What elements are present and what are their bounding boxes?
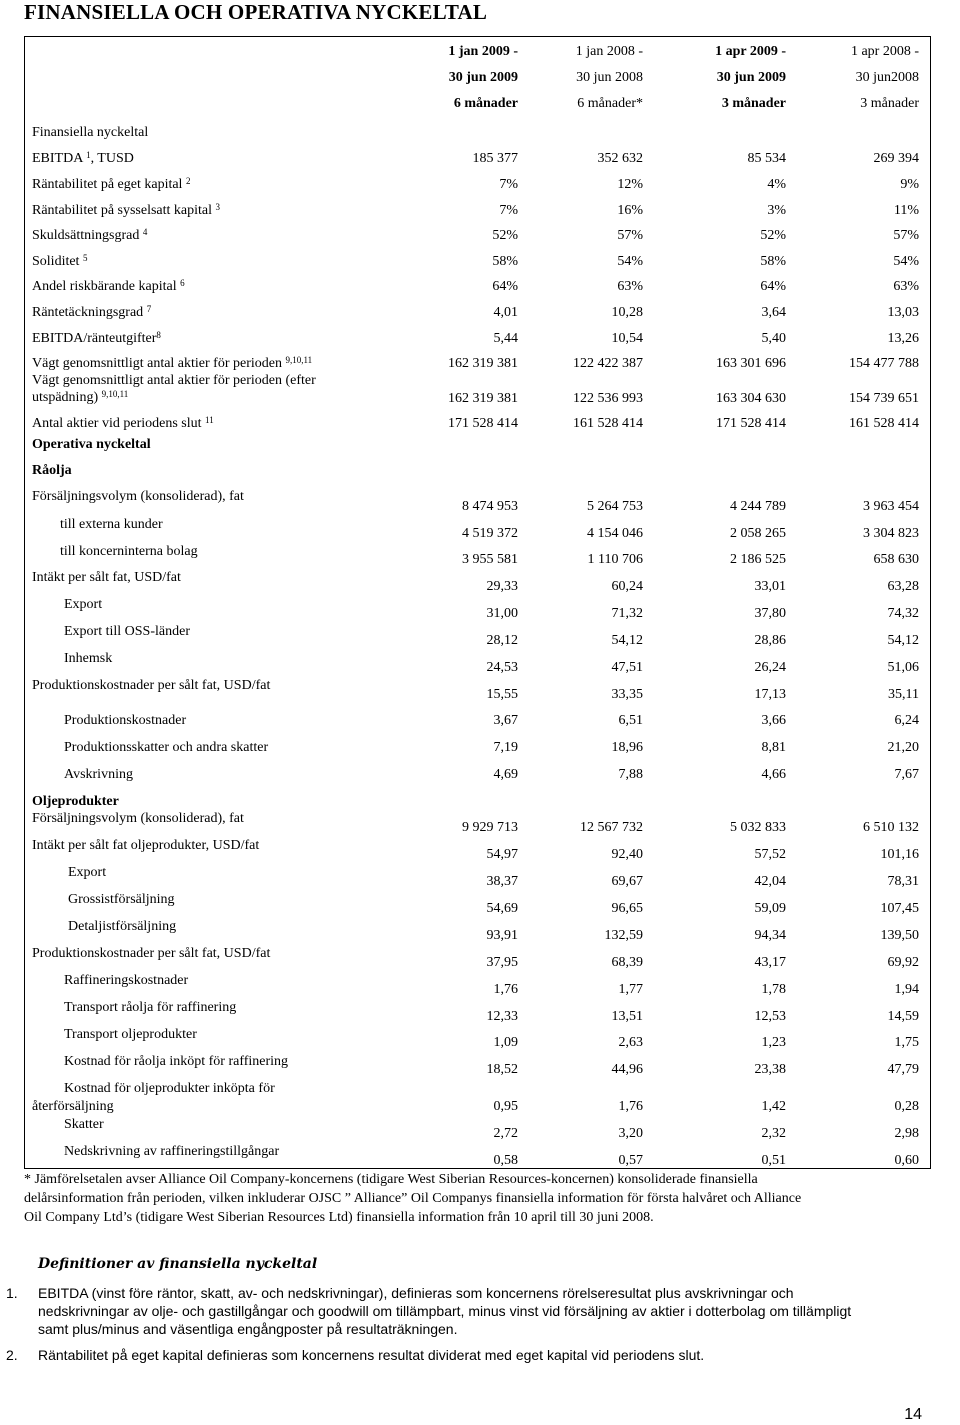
value-cell: 54% bbox=[893, 254, 919, 269]
footnote-ref: 11 bbox=[205, 415, 214, 425]
value-cell: 17,13 bbox=[754, 687, 786, 702]
row-label bbox=[64, 713, 186, 729]
value-cell: 3 963 454 bbox=[863, 499, 919, 514]
column-header: 30 jun 2009 bbox=[448, 70, 518, 85]
value-cell: 6,51 bbox=[618, 713, 643, 728]
row-label-text: EBITDA/ränteutgifter bbox=[32, 331, 157, 346]
row-label bbox=[32, 279, 185, 295]
row-label-text: Grossistförsäljning bbox=[68, 892, 175, 907]
value-cell: 1,94 bbox=[894, 982, 919, 997]
value-cell: 2,72 bbox=[493, 1126, 518, 1141]
value-cell: 4,69 bbox=[493, 767, 518, 782]
row-label-text: Oljeprodukter bbox=[32, 794, 119, 809]
definition-text bbox=[38, 1346, 958, 1364]
footnote-line: delårsinformation från perioden, vilken inkluderar OJSC ” Alliance” Oil Companys finansiella information för första halvåret och Alliance bbox=[24, 1191, 802, 1206]
row-label-text: utspädning) bbox=[32, 390, 102, 405]
value-cell: 54% bbox=[617, 254, 643, 269]
row-label bbox=[64, 767, 133, 783]
value-cell: 13,03 bbox=[887, 305, 919, 320]
column-header: 30 jun 2008 bbox=[576, 70, 643, 85]
row-label-text: Kostnad för råolja inköpt för raffinering bbox=[64, 1054, 289, 1069]
value-cell: 3% bbox=[767, 203, 786, 218]
value-cell: 269 394 bbox=[873, 151, 919, 166]
value-cell: 37,95 bbox=[486, 955, 518, 970]
value-cell: 74,32 bbox=[887, 606, 919, 621]
value-cell: 0,58 bbox=[493, 1153, 518, 1168]
value-cell: 28,86 bbox=[754, 633, 786, 648]
value-cell: 0,28 bbox=[894, 1099, 919, 1114]
row-label-text: Transport oljeprodukter bbox=[64, 1027, 197, 1042]
value-cell: 9 929 713 bbox=[462, 820, 518, 835]
value-cell: 3 955 581 bbox=[462, 552, 518, 567]
row-label bbox=[32, 838, 259, 854]
value-cell: 2,63 bbox=[618, 1035, 643, 1050]
value-cell: 5,44 bbox=[493, 331, 518, 346]
row-label-text: till koncerninterna bolag bbox=[60, 544, 198, 559]
value-cell: 171 528 414 bbox=[716, 416, 786, 431]
row-label bbox=[68, 919, 176, 935]
row-label bbox=[32, 437, 151, 453]
value-cell: 7,19 bbox=[493, 740, 518, 755]
value-cell: 1,76 bbox=[493, 982, 518, 997]
row-label-text: Skuldsättningsgrad bbox=[32, 228, 143, 243]
column-header: 3 månader bbox=[721, 96, 786, 111]
page-number: 14 bbox=[904, 1406, 922, 1423]
value-cell: 1,23 bbox=[761, 1035, 786, 1050]
value-cell: 3,64 bbox=[761, 305, 786, 320]
value-cell: 58% bbox=[492, 254, 518, 269]
definition-line: nedskrivningar av olje- och gastillgångar och goodwill om tillämpbart, minus vinst vid försäljning av aktier i dotterbolag om tillämpligt bbox=[38, 1303, 852, 1319]
value-cell: 7% bbox=[499, 177, 518, 192]
value-cell: 85 534 bbox=[747, 151, 786, 166]
row-label-text: Antal aktier vid periodens slut bbox=[32, 416, 206, 431]
row-label-text: Raffineringskostnader bbox=[64, 973, 189, 988]
value-cell: 5,40 bbox=[761, 331, 786, 346]
value-cell: 10,28 bbox=[611, 305, 643, 320]
value-cell: 171 528 414 bbox=[448, 416, 518, 431]
value-cell: 38,37 bbox=[486, 874, 518, 889]
value-cell: 35,11 bbox=[888, 687, 919, 702]
value-cell: 3 304 823 bbox=[863, 526, 919, 541]
value-cell: 16% bbox=[617, 203, 643, 218]
value-cell: 54,97 bbox=[486, 847, 518, 862]
value-cell: 0,95 bbox=[493, 1099, 518, 1114]
value-cell: 33,35 bbox=[611, 687, 643, 702]
value-cell: 18,96 bbox=[611, 740, 643, 755]
row-label bbox=[64, 1144, 279, 1160]
value-cell: 1,76 bbox=[618, 1099, 643, 1114]
value-cell: 12% bbox=[617, 177, 643, 192]
value-cell: 47,51 bbox=[611, 660, 643, 675]
row-label bbox=[60, 517, 163, 533]
value-cell: 33,01 bbox=[754, 579, 786, 594]
column-header: 6 månader bbox=[453, 96, 518, 111]
row-label bbox=[64, 1081, 275, 1097]
value-cell: 9% bbox=[900, 177, 919, 192]
value-cell: 4% bbox=[767, 177, 786, 192]
footnote-ref: 5 bbox=[82, 253, 88, 263]
value-cell: 26,24 bbox=[754, 660, 786, 675]
row-label-text: Export bbox=[64, 597, 103, 612]
row-label-text: Export bbox=[68, 865, 107, 880]
value-cell: 92,40 bbox=[611, 847, 643, 862]
value-cell: 63% bbox=[893, 279, 919, 294]
row-label-text: Intäkt per sålt fat oljeprodukter, USD/fat bbox=[32, 838, 260, 853]
value-cell: 3,20 bbox=[618, 1126, 643, 1141]
row-label bbox=[60, 544, 198, 560]
row-label-text: återförsäljning bbox=[32, 1099, 114, 1114]
value-cell: 44,96 bbox=[611, 1062, 643, 1077]
value-cell: 2,98 bbox=[894, 1126, 919, 1141]
value-cell: 161 528 414 bbox=[573, 416, 643, 431]
column-header: 30 jun 2009 bbox=[716, 70, 786, 85]
row-label bbox=[32, 489, 244, 505]
value-cell: 94,34 bbox=[754, 928, 786, 943]
row-label bbox=[32, 203, 220, 219]
footnote-line: * Jämförelsetalen avser Alliance Oil Company-koncernens (tidigare West Siberian Resources-koncernen) konsoliderade finansiella bbox=[24, 1172, 758, 1187]
row-label bbox=[32, 1099, 114, 1115]
value-cell: 21,20 bbox=[887, 740, 919, 755]
row-label-text: Kostnad för oljeprodukter inköpta för bbox=[64, 1081, 275, 1096]
row-label bbox=[68, 865, 106, 881]
value-cell: 59,09 bbox=[754, 901, 786, 916]
footnote-ref: 2 bbox=[185, 176, 191, 186]
value-cell: 0,51 bbox=[761, 1153, 786, 1168]
row-label bbox=[32, 373, 316, 389]
row-label bbox=[32, 356, 312, 372]
definition-line: samt plus/minus and väsentliga engångposter på resultaträkningen. bbox=[38, 1321, 458, 1337]
value-cell: 10,54 bbox=[611, 331, 643, 346]
row-label-text: Export till OSS-länder bbox=[64, 624, 190, 639]
footnote-ref: 9,10,11 bbox=[101, 389, 129, 399]
value-cell: 101,16 bbox=[880, 847, 919, 862]
row-label bbox=[32, 463, 72, 479]
value-cell: 18,52 bbox=[486, 1062, 518, 1077]
row-label-text: Andel riskbärande kapital bbox=[32, 279, 181, 294]
value-cell: 352 632 bbox=[597, 151, 643, 166]
row-label-text: Produktionskostnader per sålt fat, USD/fat bbox=[32, 946, 271, 961]
value-cell: 54,69 bbox=[486, 901, 518, 916]
value-cell: 54,12 bbox=[887, 633, 919, 648]
value-cell: 42,04 bbox=[754, 874, 786, 889]
row-label bbox=[32, 794, 119, 810]
value-cell: 63,28 bbox=[887, 579, 919, 594]
row-label-text: Räntetäckningsgrad bbox=[32, 305, 147, 320]
row-label bbox=[32, 151, 134, 167]
footnote-line: Oil Company Ltd’s (tidigare West Siberian Resources Ltd) finansiella information från 10 april till 30 juni 2008. bbox=[24, 1210, 654, 1225]
value-cell: 52% bbox=[492, 228, 518, 243]
value-cell: 31,00 bbox=[486, 606, 518, 621]
value-cell: 28,12 bbox=[486, 633, 518, 648]
row-label-suffix: , TUSD bbox=[90, 151, 134, 166]
row-label-text: Produktionskostnader bbox=[64, 713, 187, 728]
definition-number: 1. bbox=[6, 1285, 18, 1301]
row-label-text: Finansiella nyckeltal bbox=[32, 125, 149, 140]
row-label-text: Produktionskostnader per sålt fat, USD/fat bbox=[32, 678, 271, 693]
row-label-text: Produktionsskatter och andra skatter bbox=[64, 740, 269, 755]
value-cell: 0,60 bbox=[894, 1153, 919, 1168]
value-cell: 47,79 bbox=[887, 1062, 919, 1077]
value-cell: 8 474 953 bbox=[462, 499, 518, 514]
value-cell: 3,67 bbox=[493, 713, 518, 728]
value-cell: 1 110 706 bbox=[587, 552, 643, 567]
row-label bbox=[32, 811, 244, 827]
value-cell: 14,59 bbox=[887, 1009, 919, 1024]
value-cell: 13,51 bbox=[611, 1009, 643, 1024]
column-header: 6 månader* bbox=[577, 96, 643, 111]
value-cell: 63% bbox=[617, 279, 643, 294]
row-label-text: Vägt genomsnittligt antal aktier för perioden bbox=[32, 356, 286, 371]
value-cell: 29,33 bbox=[486, 579, 518, 594]
column-header: 1 jan 2009 - bbox=[448, 44, 518, 59]
row-label bbox=[64, 740, 268, 756]
value-cell: 5 264 753 bbox=[587, 499, 643, 514]
row-label bbox=[64, 973, 188, 989]
row-label-text: Försäljningsvolym (konsoliderad), fat bbox=[32, 489, 244, 504]
value-cell: 122 422 387 bbox=[573, 356, 643, 371]
value-cell: 54,12 bbox=[611, 633, 643, 648]
row-label-text: Nedskrivning av raffineringstillgångar bbox=[64, 1144, 280, 1159]
page-title: FINANSIELLA OCH OPERATIVA NYCKELTAL bbox=[24, 0, 488, 24]
value-cell: 8,81 bbox=[761, 740, 786, 755]
row-label bbox=[32, 177, 190, 193]
definition-text bbox=[38, 1284, 958, 1338]
value-cell: 185 377 bbox=[472, 151, 518, 166]
value-cell: 658 630 bbox=[873, 552, 919, 567]
value-cell: 43,17 bbox=[754, 955, 786, 970]
footnote-ref: 1 bbox=[86, 150, 91, 160]
value-cell: 37,80 bbox=[754, 606, 786, 621]
definition-line: EBITDA (vinst före räntor, skatt, av- och nedskrivningar), definieras som koncernens rörelseresultat plus avskrivningar och bbox=[38, 1285, 794, 1301]
row-label bbox=[68, 892, 175, 908]
value-cell: 1,78 bbox=[761, 982, 786, 997]
row-label bbox=[32, 254, 87, 270]
value-cell: 64% bbox=[492, 279, 518, 294]
row-label-text: Intäkt per sålt fat, USD/fat bbox=[32, 570, 181, 585]
value-cell: 1,77 bbox=[618, 982, 643, 997]
value-cell: 0,57 bbox=[618, 1153, 643, 1168]
row-label bbox=[32, 331, 161, 347]
row-label-text: Försäljningsvolym (konsoliderad), fat bbox=[32, 811, 244, 826]
value-cell: 4 519 372 bbox=[462, 526, 518, 541]
footnote-ref: 4 bbox=[142, 227, 148, 237]
value-cell: 60,24 bbox=[611, 579, 643, 594]
value-cell: 58% bbox=[760, 254, 786, 269]
column-header: 1 apr 2008 - bbox=[850, 44, 919, 59]
value-cell: 5 032 833 bbox=[730, 820, 786, 835]
row-label bbox=[32, 125, 148, 141]
value-cell: 7,67 bbox=[894, 767, 919, 782]
row-label bbox=[32, 570, 181, 586]
column-header: 1 apr 2009 - bbox=[715, 44, 786, 59]
value-cell: 51,06 bbox=[887, 660, 919, 675]
column-header: 1 jan 2008 - bbox=[575, 44, 643, 59]
footnote bbox=[24, 1170, 939, 1227]
value-cell: 2 186 525 bbox=[730, 552, 786, 567]
row-label-text: Vägt genomsnittligt antal aktier för perioden (efter bbox=[32, 373, 316, 388]
value-cell: 69,92 bbox=[887, 955, 919, 970]
value-cell: 24,53 bbox=[486, 660, 518, 675]
definition-line: Räntabilitet på eget kapital definieras som koncernens resultat dividerat med eget kapital vid periodens slut. bbox=[38, 1347, 705, 1363]
value-cell: 154 739 651 bbox=[849, 391, 919, 406]
row-label-text: EBITDA bbox=[32, 151, 87, 166]
value-cell: 71,32 bbox=[611, 606, 643, 621]
column-header: 3 månader bbox=[860, 96, 919, 111]
value-cell: 52% bbox=[760, 228, 786, 243]
value-cell: 122 536 993 bbox=[573, 391, 643, 406]
value-cell: 3,66 bbox=[761, 713, 786, 728]
value-cell: 7% bbox=[499, 203, 518, 218]
row-label-text: Räntabilitet på eget kapital bbox=[32, 177, 186, 192]
row-label bbox=[64, 651, 112, 667]
row-label-text: Räntabilitet på sysselsatt kapital bbox=[32, 203, 216, 218]
value-cell: 12,33 bbox=[486, 1009, 518, 1024]
footnote-ref: 9,10,11 bbox=[285, 355, 313, 365]
row-label bbox=[32, 416, 214, 432]
value-cell: 161 528 414 bbox=[849, 416, 919, 431]
row-label-text: Operativa nyckeltal bbox=[32, 437, 151, 452]
row-label bbox=[64, 597, 102, 613]
value-cell: 107,45 bbox=[880, 901, 919, 916]
value-cell: 12,53 bbox=[754, 1009, 786, 1024]
value-cell: 1,42 bbox=[761, 1099, 786, 1114]
row-label-text: Råolja bbox=[32, 463, 72, 478]
row-label bbox=[32, 390, 128, 406]
value-cell: 23,38 bbox=[754, 1062, 786, 1077]
column-header: 30 jun2008 bbox=[855, 70, 919, 85]
value-cell: 162 319 381 bbox=[448, 391, 518, 406]
definition-number: 2. bbox=[6, 1347, 18, 1363]
value-cell: 13,26 bbox=[887, 331, 919, 346]
value-cell: 64% bbox=[760, 279, 786, 294]
row-label-text: Detaljistförsäljning bbox=[68, 919, 177, 934]
row-label bbox=[64, 1117, 104, 1133]
value-cell: 68,39 bbox=[611, 955, 643, 970]
value-cell: 132,59 bbox=[604, 928, 643, 943]
row-label-text: Soliditet bbox=[32, 254, 83, 269]
value-cell: 96,65 bbox=[611, 901, 643, 916]
footnote-ref: 6 bbox=[180, 278, 185, 288]
value-cell: 12 567 732 bbox=[580, 820, 643, 835]
value-cell: 4,01 bbox=[493, 305, 518, 320]
value-cell: 6 510 132 bbox=[863, 820, 919, 835]
value-cell: 163 301 696 bbox=[716, 356, 786, 371]
row-label bbox=[64, 1027, 197, 1043]
value-cell: 162 319 381 bbox=[448, 356, 518, 371]
value-cell: 4 154 046 bbox=[587, 526, 643, 541]
value-cell: 11% bbox=[893, 203, 919, 218]
row-label-text: Avskrivning bbox=[64, 767, 133, 782]
row-label bbox=[32, 678, 270, 694]
value-cell: 78,31 bbox=[887, 874, 919, 889]
value-cell: 139,50 bbox=[880, 928, 919, 943]
row-label bbox=[32, 305, 151, 321]
row-label bbox=[64, 624, 190, 640]
definitions-title: Definitioner av finansiella nyckeltal bbox=[38, 1256, 318, 1272]
value-cell: 154 477 788 bbox=[849, 356, 919, 371]
value-cell: 4 244 789 bbox=[730, 499, 786, 514]
row-label-text: Skatter bbox=[64, 1117, 104, 1132]
value-cell: 57% bbox=[617, 228, 643, 243]
value-cell: 4,66 bbox=[761, 767, 786, 782]
row-label bbox=[32, 228, 147, 244]
value-cell: 2 058 265 bbox=[730, 526, 786, 541]
value-cell: 57% bbox=[893, 228, 919, 243]
row-label-text: Inhemsk bbox=[64, 651, 113, 666]
row-label-text: till externa kunder bbox=[60, 517, 163, 532]
row-label bbox=[32, 946, 270, 962]
value-cell: 2,32 bbox=[761, 1126, 786, 1141]
value-cell: 1,09 bbox=[493, 1035, 518, 1050]
value-cell: 1,75 bbox=[894, 1035, 919, 1050]
value-cell: 57,52 bbox=[754, 847, 786, 862]
row-label bbox=[64, 1054, 288, 1070]
value-cell: 15,55 bbox=[486, 687, 518, 702]
footnote-ref: 8 bbox=[156, 330, 161, 340]
value-cell: 7,88 bbox=[618, 767, 643, 782]
value-cell: 93,91 bbox=[486, 928, 518, 943]
value-cell: 163 304 630 bbox=[716, 391, 786, 406]
row-label bbox=[64, 1000, 236, 1016]
value-cell: 69,67 bbox=[611, 874, 643, 889]
value-cell: 6,24 bbox=[894, 713, 919, 728]
row-label-text: Transport råolja för raffinering bbox=[64, 1000, 237, 1015]
footnote-ref: 3 bbox=[215, 202, 221, 212]
footnote-ref: 7 bbox=[146, 304, 152, 314]
